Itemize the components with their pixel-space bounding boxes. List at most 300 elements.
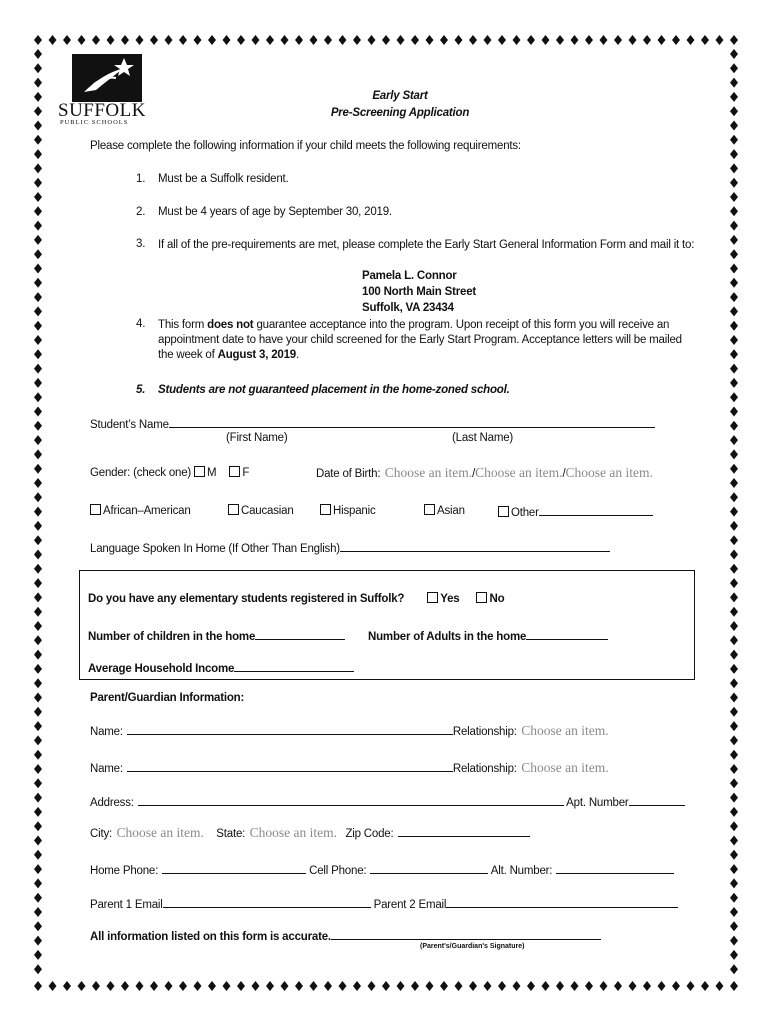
accuracy-statement: All information listed on this form is accurate. <box>90 931 331 943</box>
income-field[interactable] <box>234 660 354 672</box>
border-diamond <box>730 306 738 316</box>
border-diamond <box>136 981 144 991</box>
email-row: Parent 1 Email Parent 2 Email <box>90 896 678 911</box>
border-diamond <box>353 35 361 45</box>
home-phone-field[interactable] <box>162 862 306 874</box>
border-diamond <box>34 292 42 302</box>
border-diamond <box>730 335 738 345</box>
border-diamond <box>34 592 42 602</box>
african-american-checkbox[interactable] <box>90 504 101 515</box>
border-diamond <box>34 192 42 202</box>
border-diamond <box>34 678 42 688</box>
border-diamond <box>34 578 42 588</box>
req-number: 5. <box>136 384 146 396</box>
border-diamond <box>672 981 680 991</box>
border-diamond <box>542 981 550 991</box>
dob-day-select[interactable]: Choose an item. <box>475 465 563 480</box>
border-diamond <box>498 981 506 991</box>
border-diamond <box>730 850 738 860</box>
border-diamond <box>34 707 42 717</box>
alt-number-field[interactable] <box>556 862 674 874</box>
border-diamond <box>34 378 42 388</box>
border-diamond <box>208 35 216 45</box>
border-diamond <box>237 35 245 45</box>
border-diamond <box>701 981 709 991</box>
border-diamond <box>730 278 738 288</box>
border-diamond <box>730 149 738 159</box>
requirement-2 <box>136 206 392 218</box>
address-row: Address: Apt. Number <box>90 794 685 809</box>
requirement-5 <box>136 384 510 396</box>
requirement-1 <box>136 173 289 185</box>
border-diamond <box>730 421 738 431</box>
hispanic-checkbox[interactable] <box>320 504 331 515</box>
logo-emblem-icon <box>72 54 142 104</box>
language-field[interactable] <box>340 540 610 552</box>
gender-m-checkbox[interactable] <box>194 466 205 477</box>
border-diamond <box>34 421 42 431</box>
border-diamond <box>34 178 42 188</box>
border-diamond <box>730 821 738 831</box>
border-diamond <box>34 650 42 660</box>
mailing-address <box>362 268 476 316</box>
border-diamond <box>730 635 738 645</box>
border-diamond <box>397 35 405 45</box>
border-diamond <box>730 521 738 531</box>
border-diamond <box>34 135 42 145</box>
logo-wordmark: SUFFOLK <box>58 100 146 121</box>
border-diamond <box>556 981 564 991</box>
border-diamond <box>730 807 738 817</box>
border-diamond <box>629 35 637 45</box>
border-diamond <box>34 750 42 760</box>
border-diamond <box>730 407 738 417</box>
border-diamond <box>730 221 738 231</box>
border-diamond <box>295 35 303 45</box>
border-diamond <box>194 35 202 45</box>
border-diamond <box>730 650 738 660</box>
border-diamond <box>281 981 289 991</box>
border-diamond <box>730 435 738 445</box>
city-select[interactable]: Choose an item. <box>116 825 204 840</box>
border-diamond <box>63 35 71 45</box>
border-diamond <box>672 35 680 45</box>
border-diamond <box>730 321 738 331</box>
border-diamond <box>527 35 535 45</box>
border-diamond <box>411 35 419 45</box>
border-diamond <box>34 392 42 402</box>
border-diamond <box>556 35 564 45</box>
border-diamond <box>730 264 738 274</box>
border-diamond <box>397 981 405 991</box>
address-city: Suffolk, VA 23434 <box>362 302 454 314</box>
border-diamond <box>730 92 738 102</box>
border-diamond <box>455 981 463 991</box>
border-diamond <box>78 35 86 45</box>
border-diamond <box>730 836 738 846</box>
border-diamond <box>629 981 637 991</box>
border-diamond <box>368 981 376 991</box>
border-diamond <box>34 893 42 903</box>
border-diamond <box>730 449 738 459</box>
border-diamond <box>34 807 42 817</box>
border-diamond <box>382 35 390 45</box>
border-diamond <box>34 507 42 517</box>
border-diamond <box>426 35 434 45</box>
border-diamond <box>426 981 434 991</box>
border-diamond <box>34 106 42 116</box>
caucasian-checkbox[interactable] <box>228 504 239 515</box>
requirement-3 <box>136 238 696 253</box>
border-diamond <box>730 721 738 731</box>
border-diamond <box>730 693 738 703</box>
border-diamond <box>730 592 738 602</box>
border-diamond <box>34 521 42 531</box>
border-diamond <box>730 492 738 502</box>
adults-field[interactable] <box>526 628 608 640</box>
border-diamond <box>165 981 173 991</box>
border-diamond <box>34 693 42 703</box>
border-diamond <box>223 35 231 45</box>
border-diamond <box>730 292 738 302</box>
border-diamond <box>310 981 318 991</box>
other-field[interactable] <box>539 504 653 516</box>
border-diamond <box>730 878 738 888</box>
border-diamond <box>165 35 173 45</box>
gender-f-label: F <box>242 467 250 479</box>
req-text: Students are not guaranteed placement in the home-zoned school. <box>158 384 510 396</box>
border-diamond <box>730 349 738 359</box>
border-diamond <box>34 92 42 102</box>
border-diamond <box>730 793 738 803</box>
border-diamond <box>339 981 347 991</box>
border-diamond <box>34 206 42 216</box>
parent1-name-row: Name: Relationship: Choose an item. <box>90 723 609 738</box>
asian-checkbox[interactable] <box>424 504 435 515</box>
gender-row <box>90 466 249 479</box>
border-diamond <box>34 264 42 274</box>
border-diamond <box>513 35 521 45</box>
children-field[interactable] <box>255 628 345 640</box>
student-name-row <box>90 416 655 431</box>
border-diamond <box>92 981 100 991</box>
border-diamond <box>34 349 42 359</box>
border-diamond <box>469 981 477 991</box>
border-diamond <box>34 981 42 991</box>
border-diamond <box>730 936 738 946</box>
border-diamond <box>730 964 738 974</box>
parent2-relationship-select[interactable]: Choose an item. <box>521 760 609 775</box>
border-diamond <box>730 35 738 45</box>
border-diamond <box>34 249 42 259</box>
border-diamond <box>34 793 42 803</box>
border-diamond <box>614 981 622 991</box>
dob-row: Date of Birth: Choose an item./Choose an item./Choose an item. <box>316 465 653 480</box>
border-diamond <box>339 35 347 45</box>
border-diamond <box>730 921 738 931</box>
border-diamond <box>266 35 274 45</box>
border-diamond <box>730 135 738 145</box>
language-row <box>90 540 610 555</box>
border-diamond <box>730 707 738 717</box>
address-street: 100 North Main Street <box>362 286 477 298</box>
border-diamond <box>585 981 593 991</box>
border-diamond <box>208 981 216 991</box>
border-diamond <box>34 921 42 931</box>
req-text: Must be 4 years of age by September 30, 2019. <box>158 206 392 218</box>
border-diamond <box>614 35 622 45</box>
border-diamond <box>121 981 129 991</box>
border-diamond <box>34 964 42 974</box>
border-diamond <box>687 35 695 45</box>
req-number: 1. <box>136 173 146 185</box>
gender-label: Gender: (check one) <box>90 467 192 479</box>
border-diamond <box>730 893 738 903</box>
border-diamond <box>730 192 738 202</box>
border-diamond <box>34 607 42 617</box>
border-diamond <box>643 981 651 991</box>
border-diamond <box>34 836 42 846</box>
state-select[interactable]: Choose an item. <box>249 825 337 840</box>
border-diamond <box>266 981 274 991</box>
other-checkbox[interactable] <box>498 506 509 517</box>
border-diamond <box>194 981 202 991</box>
gender-m-label: M <box>207 467 217 479</box>
form-title: Early Start <box>372 90 428 102</box>
border-diamond <box>223 981 231 991</box>
border-diamond <box>34 721 42 731</box>
border-diamond <box>34 735 42 745</box>
dob-year-select[interactable]: Choose an item. <box>565 465 653 480</box>
border-diamond <box>585 35 593 45</box>
parent2-name-field[interactable] <box>127 760 453 772</box>
border-diamond <box>368 35 376 45</box>
border-diamond <box>730 78 738 88</box>
border-diamond <box>121 35 129 45</box>
border-diamond <box>730 464 738 474</box>
req-text: Must be a Suffolk resident. <box>158 173 289 185</box>
border-diamond <box>78 981 86 991</box>
border-diamond <box>730 578 738 588</box>
border-diamond <box>455 35 463 45</box>
border-diamond <box>34 936 42 946</box>
parent2-email-field[interactable] <box>446 896 678 908</box>
border-diamond <box>34 878 42 888</box>
border-diamond <box>34 635 42 645</box>
border-diamond <box>730 235 738 245</box>
border-diamond <box>353 981 361 991</box>
border-diamond <box>252 35 260 45</box>
border-diamond <box>498 35 506 45</box>
border-diamond <box>484 981 492 991</box>
yes-checkbox[interactable] <box>427 592 438 603</box>
dob-month-select[interactable]: Choose an item. <box>384 465 473 480</box>
zip-field[interactable] <box>398 825 530 837</box>
border-diamond <box>34 121 42 131</box>
border-diamond <box>34 278 42 288</box>
border-diamond <box>34 335 42 345</box>
border-diamond <box>542 35 550 45</box>
form-subtitle: Pre-Screening Application <box>330 107 470 119</box>
border-diamond <box>730 621 738 631</box>
student-name-field[interactable] <box>169 416 655 428</box>
border-diamond <box>34 535 42 545</box>
border-diamond <box>730 864 738 874</box>
ethnicity-row: African–American Caucasian Hispanic Asian Other <box>90 504 690 520</box>
no-checkbox[interactable] <box>476 592 487 603</box>
border-diamond <box>730 907 738 917</box>
address-name: Pamela L. Connor <box>362 270 457 282</box>
req-text: This form does not guarantee acceptance into the program. Upon receipt of this form you will receive an appointment date to have your child screened for the Early Start Program. Acceptance letters will be mailed the week of August 3, 2019. <box>158 319 682 361</box>
border-diamond <box>716 981 724 991</box>
border-diamond <box>600 981 608 991</box>
border-diamond <box>252 981 260 991</box>
border-diamond <box>34 664 42 674</box>
address-field[interactable] <box>138 794 564 806</box>
border-diamond <box>730 392 738 402</box>
border-diamond <box>34 78 42 88</box>
parent1-email-field[interactable] <box>163 896 371 908</box>
border-diamond <box>237 981 245 991</box>
language-label: Language Spoken In Home (If Other Than English) <box>90 543 340 555</box>
phone-row: Home Phone: Cell Phone: Alt. Number: <box>90 862 674 877</box>
border-diamond <box>730 678 738 688</box>
border-diamond <box>730 981 738 991</box>
border-diamond <box>571 981 579 991</box>
border-diamond <box>63 981 71 991</box>
first-name-caption: (First Name) <box>226 432 288 444</box>
border-diamond <box>716 35 724 45</box>
parent1-name-field[interactable] <box>127 723 453 735</box>
border-diamond <box>600 35 608 45</box>
parent2-name-row: Name: Relationship: Choose an item. <box>90 760 609 775</box>
border-diamond <box>34 850 42 860</box>
border-diamond <box>34 321 42 331</box>
border-diamond <box>440 35 448 45</box>
border-diamond <box>658 35 666 45</box>
siblings-question-row: Do you have any elementary students registered in Suffolk? Yes No <box>88 593 505 605</box>
border-diamond <box>730 49 738 59</box>
border-diamond <box>34 492 42 502</box>
border-diamond <box>730 249 738 259</box>
border-diamond <box>92 35 100 45</box>
siblings-question: Do you have any elementary students registered in Suffolk? <box>88 593 405 605</box>
border-diamond <box>730 735 738 745</box>
intro-text: Please complete the following information if your child meets the following requirements: <box>90 140 521 152</box>
logo-subtitle: PUBLIC SCHOOLS <box>60 119 129 126</box>
border-diamond <box>730 63 738 73</box>
border-diamond <box>34 149 42 159</box>
requirement-4 <box>136 318 698 363</box>
city-row: City: Choose an item. State: Choose an item. Zip Code: <box>90 824 530 842</box>
border-diamond <box>310 35 318 45</box>
signature-field[interactable] <box>331 928 601 940</box>
last-name-caption: (Last Name) <box>452 432 514 444</box>
border-diamond <box>107 981 115 991</box>
border-diamond <box>513 981 521 991</box>
border-diamond <box>571 35 579 45</box>
apt-number-field[interactable] <box>629 794 685 806</box>
border-diamond <box>687 981 695 991</box>
dob-label: Date of Birth: <box>316 468 381 480</box>
border-diamond <box>34 821 42 831</box>
border-diamond <box>34 306 42 316</box>
border-diamond <box>49 35 57 45</box>
border-diamond <box>34 49 42 59</box>
border-diamond <box>324 35 332 45</box>
border-diamond <box>730 478 738 488</box>
income-row <box>88 660 354 675</box>
border-diamond <box>730 178 738 188</box>
border-diamond <box>179 35 187 45</box>
border-diamond <box>730 121 738 131</box>
border-diamond <box>730 206 738 216</box>
border-diamond <box>34 564 42 574</box>
border-diamond <box>34 778 42 788</box>
border-diamond <box>34 364 42 374</box>
border-diamond <box>730 607 738 617</box>
border-diamond <box>324 981 332 991</box>
border-diamond <box>411 981 419 991</box>
signature-row <box>90 928 601 943</box>
border-diamond <box>34 63 42 73</box>
children-row <box>88 628 345 643</box>
border-diamond <box>469 35 477 45</box>
border-diamond <box>730 106 738 116</box>
border-diamond <box>34 478 42 488</box>
req-number: 4. <box>136 318 146 330</box>
border-diamond <box>179 981 187 991</box>
border-diamond <box>484 35 492 45</box>
adults-row <box>368 628 608 643</box>
income-label: Average Household Income <box>88 663 235 675</box>
req-number: 3. <box>136 238 146 250</box>
border-diamond <box>730 664 738 674</box>
border-diamond <box>701 35 709 45</box>
cell-phone-field[interactable] <box>370 862 488 874</box>
border-diamond <box>34 163 42 173</box>
signature-caption: (Parent's/Guardian's Signature) <box>420 943 525 950</box>
border-diamond <box>295 981 303 991</box>
border-diamond <box>730 950 738 960</box>
border-diamond <box>136 35 144 45</box>
border-diamond <box>150 981 158 991</box>
parent-heading: Parent/Guardian Information: <box>90 692 245 704</box>
border-diamond <box>658 981 666 991</box>
req-text: If all of the pre-requirements are met, please complete the Early Start General Information Form and mail it to: <box>158 239 695 251</box>
adults-label: Number of Adults in the home <box>368 631 527 643</box>
border-diamond <box>34 764 42 774</box>
border-diamond <box>527 981 535 991</box>
border-diamond <box>150 35 158 45</box>
border-diamond <box>34 449 42 459</box>
border-diamond <box>34 950 42 960</box>
border-diamond <box>382 981 390 991</box>
border-diamond <box>281 35 289 45</box>
border-diamond <box>34 907 42 917</box>
border-diamond <box>730 764 738 774</box>
req-number: 2. <box>136 206 146 218</box>
border-diamond <box>730 778 738 788</box>
border-diamond <box>34 550 42 560</box>
border-diamond <box>730 535 738 545</box>
border-diamond <box>107 35 115 45</box>
gender-f-checkbox[interactable] <box>229 466 240 477</box>
border-diamond <box>34 407 42 417</box>
border-diamond <box>34 35 42 45</box>
parent1-relationship-select[interactable]: Choose an item. <box>521 723 609 738</box>
border-diamond <box>730 550 738 560</box>
